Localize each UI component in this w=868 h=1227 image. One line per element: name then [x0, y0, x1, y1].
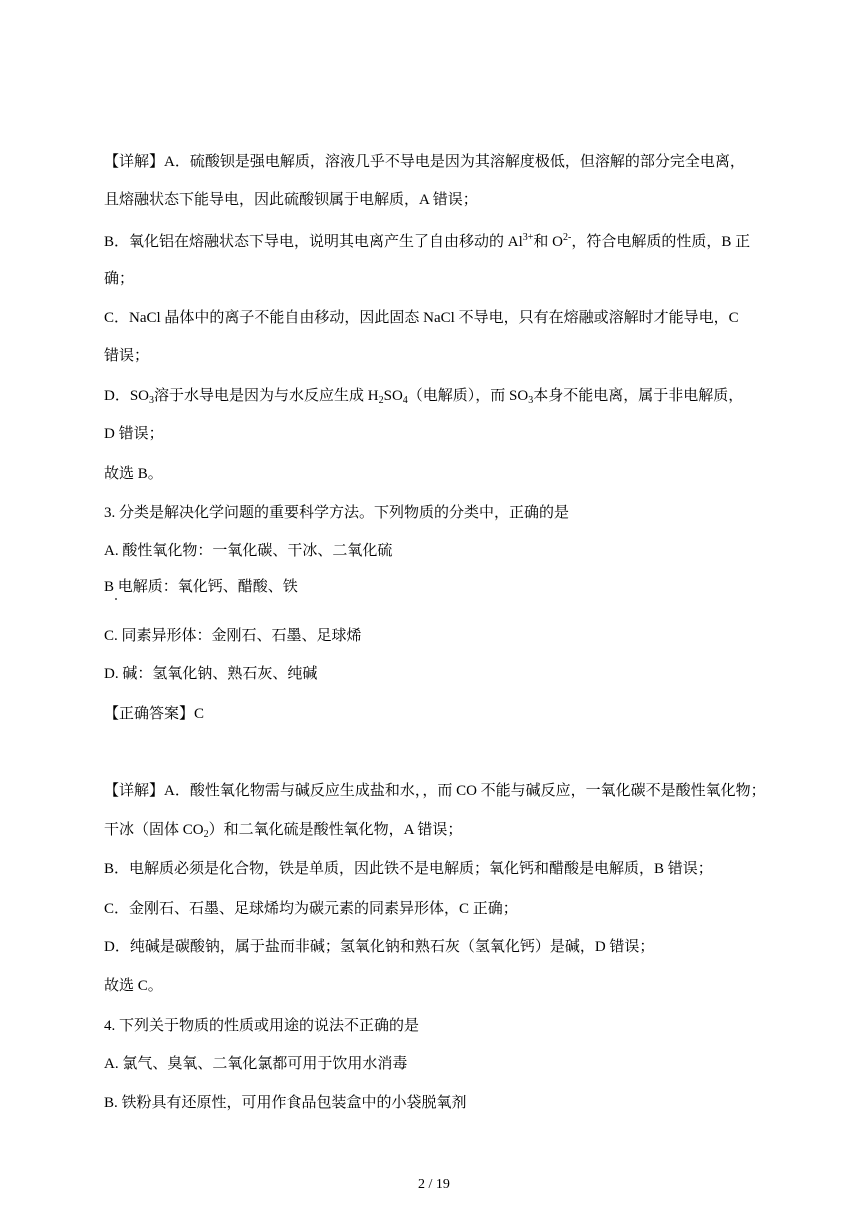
explanation-line: 干冰（固体 $CO_2$）和二氧化硫是酸性氧化物，A 错误； — [104, 822, 463, 840]
explanation-line: 错误； — [104, 348, 150, 364]
conclusion-line: 故选 B。 — [104, 466, 163, 482]
explanation-line: B．氧化铝在熔融状态下导电，说明其电离产生了自由移动的 $Al^{3+}$和 $O^{2-}$，符合电解质的性质，B 正 — [104, 232, 751, 250]
explanation-line: C．金刚石、石墨、足球烯均为碳元素的同素异形体，C 正确； — [104, 901, 518, 917]
explanation-line: D 错误； — [104, 426, 164, 442]
question-3-stem: 3. 分类是解决化学问题的重要科学方法。下列物质的分类中，正确的是 — [104, 505, 570, 521]
explanation-line: D．$SO_3$溶于水导电是因为与水反应生成 $H_2SO_4$（电解质），而 $SO_3$本身不能电离，属于非电解质， — [104, 388, 744, 406]
question-3-option-d: D. 碱：氢氧化钠、熟石灰、纯碱 — [104, 666, 318, 682]
question-3-option-c: C. 同素异形体：金刚石、石墨、足球烯 — [104, 628, 362, 644]
explanation-line: 【详解】A．酸性氧化物需与碱反应生成盐和水，，而 CO 不能与碱反应，一氧化碳不是酸性氧化物； — [104, 783, 766, 799]
stray-dot — [115, 598, 117, 600]
explanation-line: C．NaCl 晶体中的离子不能自由移动，因此固态 NaCl 不导电，只有在熔融或溶解时才能导电，C — [104, 310, 739, 326]
explanation-line: 且熔融状态下能导电，因此硫酸钡属于电解质，A 错误； — [104, 192, 478, 208]
question-4-option-a: A. 氯气、臭氧、二氧化氯都可用于饮用水消毒 — [104, 1056, 408, 1072]
explanation-line: 【详解】A．硫酸钡是强电解质，溶液几乎不导电是因为其溶解度极低，但溶解的部分完全电离， — [104, 154, 745, 170]
answer-line: 【正确答案】C — [104, 706, 205, 722]
question-4-stem: 4. 下列关于物质的性质或用途的说法不正确的是 — [104, 1018, 420, 1034]
explanation-line: 确； — [104, 271, 135, 287]
question-3-option-a: A. 酸性氧化物：一氧化碳、干冰、二氧化硫 — [104, 543, 393, 559]
conclusion-line: 故选 C。 — [104, 978, 163, 994]
page-number: 2 / 19 — [418, 1177, 450, 1192]
explanation-line: B．电解质必须是化合物，铁是单质，因此铁不是电解质；氧化钙和醋酸是电解质，B 错误； — [104, 861, 713, 877]
question-3-option-b: B 电解质：氧化钙、醋酸、铁 — [104, 579, 298, 595]
question-4-option-b: B. 铁粉具有还原性，可用作食品包装盒中的小袋脱氧剂 — [104, 1095, 467, 1111]
explanation-line: D．纯碱是碳酸钠，属于盐而非碱；氢氧化钠和熟石灰（氢氧化钙）是碱，D 错误； — [104, 939, 655, 955]
